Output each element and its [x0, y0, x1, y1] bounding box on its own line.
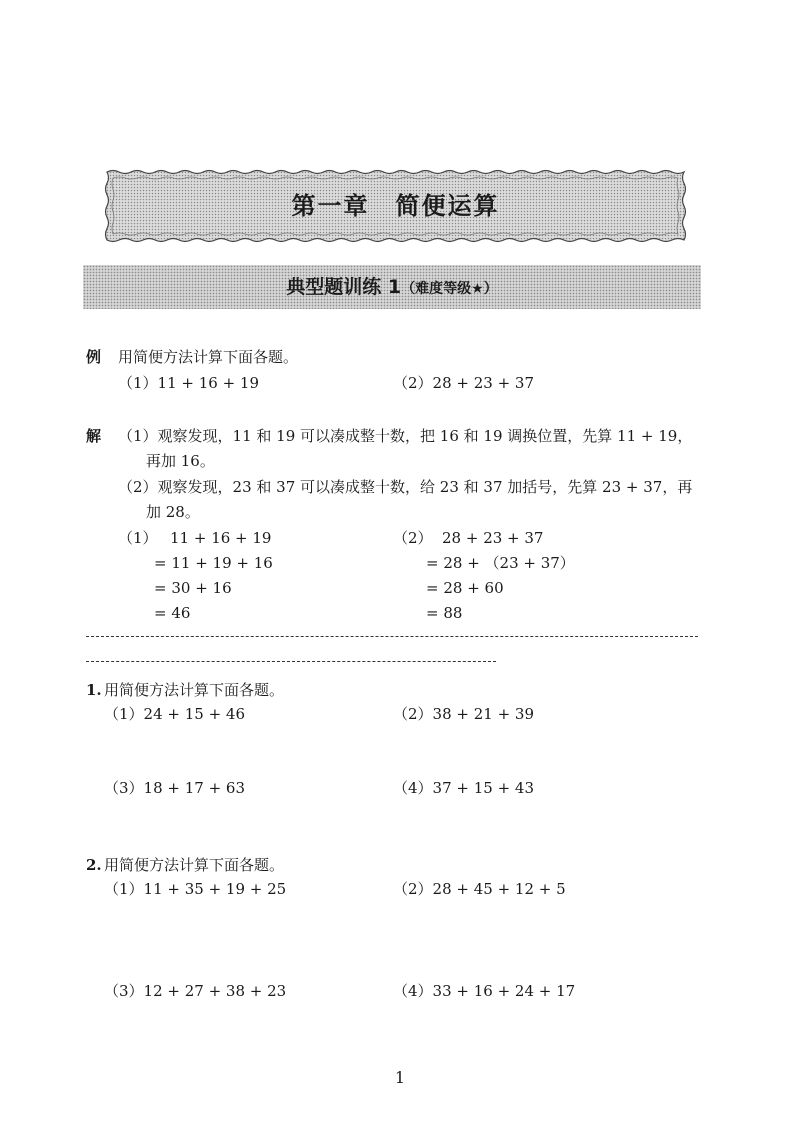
- chapter-title: 第一章 简便运算: [291, 192, 500, 220]
- solution-label: 解: [86, 427, 102, 445]
- section-header-bar: [83, 265, 701, 309]
- exercise-1-item-2: （2）38 + 21 + 39: [393, 705, 535, 723]
- exercise-2-item-1: （1）11 + 35 + 19 + 25: [104, 880, 287, 898]
- exercise-2-item-3: （3）12 + 27 + 38 + 23: [104, 982, 287, 1000]
- exercise-1-prompt: 用简便方法计算下面各题。: [104, 681, 285, 699]
- solution-para2-line1: （2）观察发现，23 和 37 可以凑成整十数，给 23 和 37 加括号，先算 23 + 37，再: [118, 478, 693, 496]
- difficulty-label: （难度等级★）: [401, 281, 498, 297]
- exercise-2-prompt: 用简便方法计算下面各题。: [104, 856, 285, 874]
- section-title: [83, 275, 701, 301]
- calc2-step-2: = 28 + （23 + 37）: [426, 554, 575, 572]
- exercise-2-number: 2.: [86, 856, 102, 874]
- calc1-step-2: = 11 + 19 + 16: [154, 554, 273, 572]
- calc1-label: （1）: [118, 529, 158, 547]
- example-item-2: （2）28 + 23 + 37: [393, 374, 535, 392]
- exercise-1-number: 1.: [86, 681, 102, 699]
- exercise-2-item-2: （2）28 + 45 + 12 + 5: [393, 880, 566, 898]
- calc2-label: （2）: [393, 529, 433, 547]
- example-prompt: 用简便方法计算下面各题。: [118, 348, 299, 366]
- calc1-step-3: = 30 + 16: [154, 579, 232, 597]
- solution-para1-line2: 再加 16。: [146, 452, 215, 470]
- calc1-step-1: 11 + 16 + 19: [170, 529, 272, 547]
- page-number: 1: [394, 1068, 406, 1087]
- section-title-text: 典型题训练 1: [286, 276, 402, 298]
- calc2-step-3: = 28 + 60: [426, 579, 504, 597]
- solution-para1-line1: （1）观察发现，11 和 19 可以凑成整十数，把 16 和 19 调换位置，先算 11 + 19，: [118, 427, 693, 445]
- exercise-2-item-4: （4）33 + 16 + 24 + 17: [393, 982, 576, 1000]
- solution-para2-line2: 加 28。: [146, 503, 200, 521]
- calc2-step-1: 28 + 23 + 37: [442, 529, 544, 547]
- example-item-1: （1）11 + 16 + 19: [118, 374, 260, 392]
- calc2-step-4: = 88: [426, 604, 463, 622]
- chapter-banner: [103, 168, 688, 244]
- example-label: 例: [86, 348, 102, 366]
- exercise-1-item-1: （1）24 + 15 + 46: [104, 705, 246, 723]
- calc1-step-4: = 46: [154, 604, 191, 622]
- dashed-divider: [86, 636, 698, 637]
- exercise-1-item-4: （4）37 + 15 + 43: [393, 779, 535, 797]
- exercise-1-item-3: （3）18 + 17 + 63: [104, 779, 246, 797]
- dashed-divider: [86, 661, 496, 662]
